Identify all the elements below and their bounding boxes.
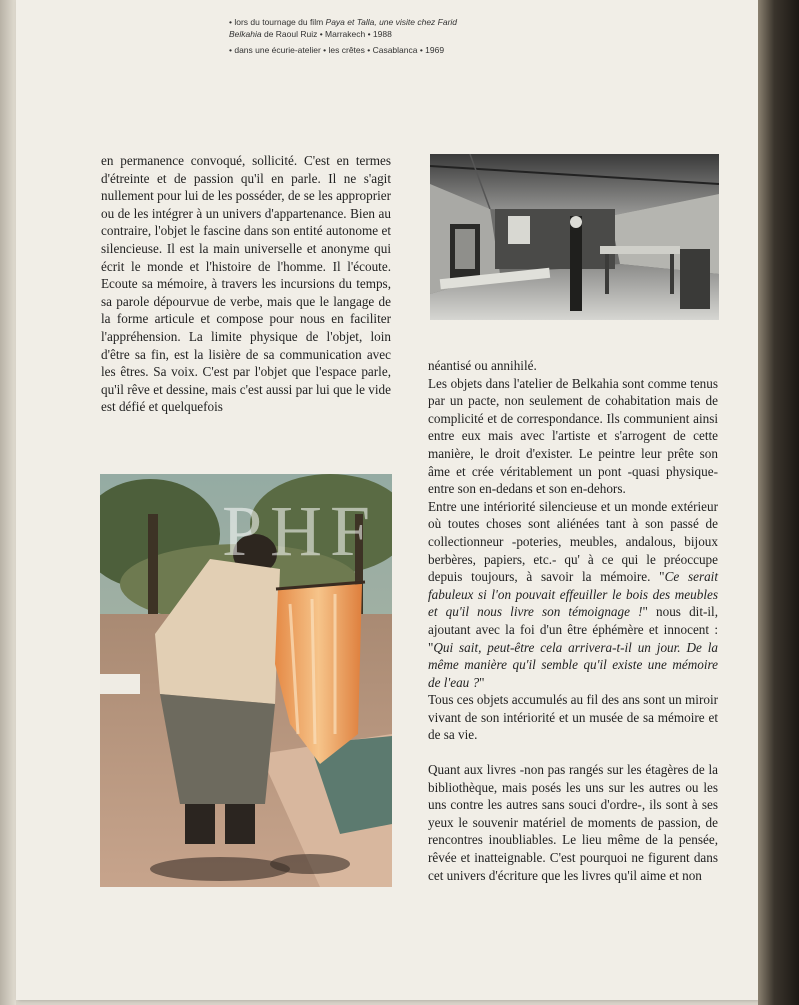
right-text-column: [428, 357, 718, 884]
caption-1: • lors du tournage du film Paya et Talla, une visite chez Farid Belkahia de Raoul Ruiz • Marrakech • 1988: [229, 17, 458, 39]
book-spine: [758, 0, 799, 1005]
caption-film-title: Paya et Talla, une visite chez Farid: [325, 17, 458, 27]
right-paragraph-1: néantisé ou annihilé.: [428, 358, 537, 373]
studio-photo-image: [430, 154, 719, 320]
quote-1: Ce serait fabuleux si l'on pouvait effeuiller le bois des meubles et qu'il nous livre son témoignage !: [428, 569, 718, 620]
left-paragraph: en permanence convoqué, sollicité. C'est en termes d'étreinte et de passion qu'il en parle. Il ne s'agit nullement pour lui de les posséder, de se les approprier ou de les intégrer à un univers d'appartenance. Bien au contraire, l'objet le fascine dans son entité autonome et silencieuse. Il est la main universelle et anonyme qui écrit le monde et l'histoire de l'homme. Il l'écoute. Ecoute sa mémoire, à travers les incursions du temps, sa parole dépourvue de verbe, mais que le langage de la forme articule et compose pour nous en faciliter l'appréhension. La limite physique de l'objet, loin d'être sa fin, est la lisière de sa communication avec les êtres. Sa voix. C'est par l'objet que l'espace parle, qu'il rêve et dessine, mais c'est aussi par lui que le vide est défié et quelquefois: [101, 153, 391, 415]
right-paragraph-2: Les objets dans l'atelier de Belkahia sont comme tenus par un pacte, non seulement de cohabitation mais de complicité et de correspondance. Ils communient ainsi entre eux mais avec l'artiste et s'arrogent de cette manière, le droit d'exister. Le peintre leur prête son âme et crée véritablement un pont -quasi physique- entre son en-dedans et son en-dehors.: [428, 375, 718, 497]
caption-2: • dans une écurie-atelier • les crêtes • Casablanca • 1969: [229, 45, 445, 55]
studio-photo: [430, 154, 719, 320]
left-text-column: [101, 152, 391, 416]
photo-captions: [229, 16, 529, 60]
right-paragraph-5: Quant aux livres -non pas rangés sur les étagères de la bibliothèque, mais posés les uns sur les autres ou les uns contre les autres sans souci d'ordre-, ils sont à ses yeux le souvenir matériel de moments de passion, de rencontres inoubliables. Le lieu même de la pensée, rêvée et inatteignable. C'est pourquoi ne figurent dans cet univers d'écriture que les livres qu'il aime et non: [428, 762, 718, 883]
caption-artist-name: Belkahia: [229, 29, 262, 39]
right-paragraph-4: Tous ces objets accumulés au fil des ans sont un miroir vivant de son intériorité et un musée de sa mémoire et de sa vie.: [428, 692, 718, 743]
watermark: PHF: [222, 491, 379, 571]
quote-2: Qui sait, peut-être cela arrivera-t-il un jour. De la même manière qu'il semble qu'il existe une mémoire de l'eau ?: [428, 639, 718, 690]
page-left-edge: [0, 0, 16, 1005]
right-paragraph-3: Entre une intériorité silencieuse et un monde extérieur où toutes choses sont aliénées tant à son passé de collectionneur -poteries, meubles, andalous, bijoux berbères, papiers, etc.- qu' à ce qui le préoccupe depuis toujours, à savoir la mémoire. "Ce serait fabuleux si l'on pouvait effeuiller le bois des meubles et qu'il nous livre son témoignage !" nous dit-il, ajoutant avec la foi d'un être éphémère et innocent : "Qui sait, peut-être cela arrivera-t-il un jour. De la même manière qu'il semble qu'il existe une mémoire de l'eau ?": [428, 498, 719, 690]
